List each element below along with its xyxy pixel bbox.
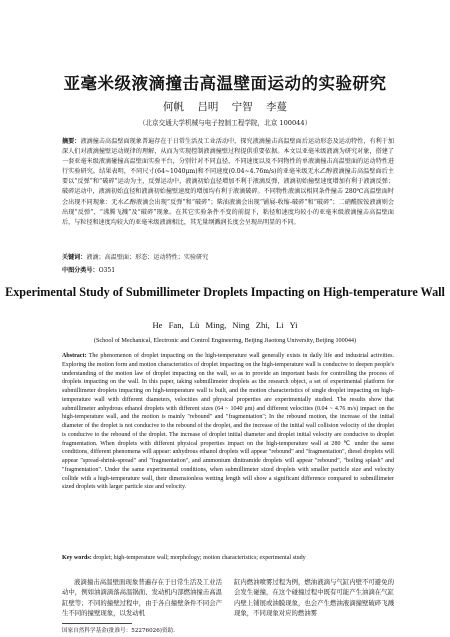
classification-value: O351 xyxy=(98,267,116,274)
footnote-rule xyxy=(62,623,132,624)
chinese-keywords-text: 液滴；高温壁面；形态；运动特性；实验研究 xyxy=(86,254,209,261)
chinese-keywords-label: 关键词： xyxy=(62,254,87,261)
chinese-abstract-text: 液滴撞击高温壁面现象普遍存在于日常生活及工业活动中，探究液滴撞击高温壁面后运动形态及运动特性，有利于加深人们对液滴撞壁运动规律的理解，从而为实现控制液滴撞壁过程提供重要依据。本文以亚毫米级液滴为研究对象，搭建了一套亚毫米级液滴碰撞高温壁面实验平台，分别针对不同直径、不同速度以及不同物性的单液滴撞击高温壁面的运动特性进行实验研究。结果表明，不同尺寸(64~1040μm)和不同速度(0.04~4.76m/s)的亚毫米级无水乙醇液滴撞击高温壁面后主要以“反弹”和“破碎”运动为主，反弹运动中，液滴初始直径增加不利于液滴反弹，液滴初始撞壁速度增加有利于液滴反弹；破碎运动中，液滴初始直径和液滴初始撞壁速度的增加均有利于液滴破碎。不同物性液滴以相同条件撞击 280℃高温壁面时会出现不同现象：无水乙醇液滴会出现“反弹”和“破碎”；柴油液滴会出现“铺展-收缩-破碎”和“破碎”；二硝酰胺铵液滴则会出现“反弹”、“沸腾飞溅”及“破碎”现象。在其它实验条件不变的前提下，粘径和速度均较小的亚毫米级液滴撞击高温壁面后，与粒径和速度均较大的亚毫米级液滴相比，其无量纲溅润长度会呈现出明显的不同。 xyxy=(62,138,395,226)
body-column-right: 缸内燃油喷雾过程为例，燃油液滴与气缸内壁不可避免的会发生碰撞，在这个碰撞过程中既有可能产生油滴在气缸内壁上铺展或油膜现象，也会产生燃油液滴撞壁破碎飞溅现象，不同现象对应的燃油雾 xyxy=(234,578,394,617)
chinese-affiliation: （北京交通大学机械与电子控制工程学院，北京 100044） xyxy=(138,119,312,127)
english-abstract xyxy=(62,352,394,492)
chinese-keywords xyxy=(62,252,394,261)
english-abstract-text: The phenomenon of droplet impacting on the high-temperature wall generally exists in daily life and industrial activities. Exploring the motion form and motion characteristics of droplet impacting on the high-temperature wall is conducive to deepen people's understanding of the motion law of droplet impacting on the wall, so as to provide an important basis for controlling the process of droplets impacting on the wall. In this paper, taking submillimeter droplets as the research object, a set of experimental platform for submillimeter droplets impacting on high-temperature wall is built, and the motion characteristics of single droplet impacting on high-temperature wall with different diameters, velocities and physical properties are experimentally studied. The results show that submillimeter anhydrous ethanol droplets with different sizes (64 ~ 1040 μm) and different velocities (0.04 ~ 4.76 m/s) impact on the high-temperature wall, and the motion is mainly "rebound" and "fragmentation"; In the rebound motion, the increase of the initial diameter of the droplet is not conducive to the rebound of the droplet, and the increase of the initial wall collision velocity of the droplet is conducive to the rebound of the droplet. The increase of droplet initial diameter and droplet initial velocity are conducive to droplet fragmentation. When droplets with different physical properties impact on the high-temperature wall at 280 ℃ under the same conditions, different phenomena will appear: anhydrous ethanol droplets will appear "rebound" and "fragmentation", diesel droplets will appear "spread-shrink-spread" and "fragmentation", and ammonium dinitramide droplets will appear "rebound", "boiling splash" and "fragmentation". Under the same experimental conditions, when submillimeter sized droplets with smaller particle size and velocity collide with a high-temperature wall, their dimensionless wetting length will show a significant difference compared to submillimeter sized droplets with larger particle size and velocity. xyxy=(62,353,395,491)
english-keywords-label: Key words: xyxy=(62,555,92,561)
funding-footnote: 国家自然科学基金(批准号：52276026)资助. xyxy=(62,628,175,634)
english-keywords-text: droplet; high-temperature wall; morphology; motion characteristics; experimental study xyxy=(93,555,306,561)
chinese-abstract-label: 摘要： xyxy=(62,138,81,145)
english-keywords xyxy=(62,555,394,561)
english-affiliation: (School of Mechanical, Electronic and Control Engineering, Beijing Jiaotong University, Beijing 100044) xyxy=(93,337,357,344)
classification-number xyxy=(62,265,394,274)
english-title: Experimental Study of Submillimeter Droplets Impacting on High-temperature Wall xyxy=(5,285,445,299)
chinese-authors: 何帆 吕明 宁智 李蔓 xyxy=(162,101,287,113)
english-authors: He Fan, Lü Ming, Ning Zhi, Li Yi xyxy=(152,320,298,330)
english-abstract-label: Abstract: xyxy=(62,353,87,359)
chinese-abstract xyxy=(62,137,394,228)
chinese-title: 亚毫米级液滴撞击高温壁面运动的实验研究 xyxy=(63,74,387,93)
body-column-left: 液滴撞击高温壁面现象普遍存在于日常生活及工业活动中，例如油滴滴落高温锅面、发动机内部燃油撞击高温缸壁等；不同的撞壁过程中，由于各自撞壁条件不同会产生不同的撞壁现象，以发动机 xyxy=(62,578,222,617)
classification-label: 中图分类号： xyxy=(62,267,99,274)
